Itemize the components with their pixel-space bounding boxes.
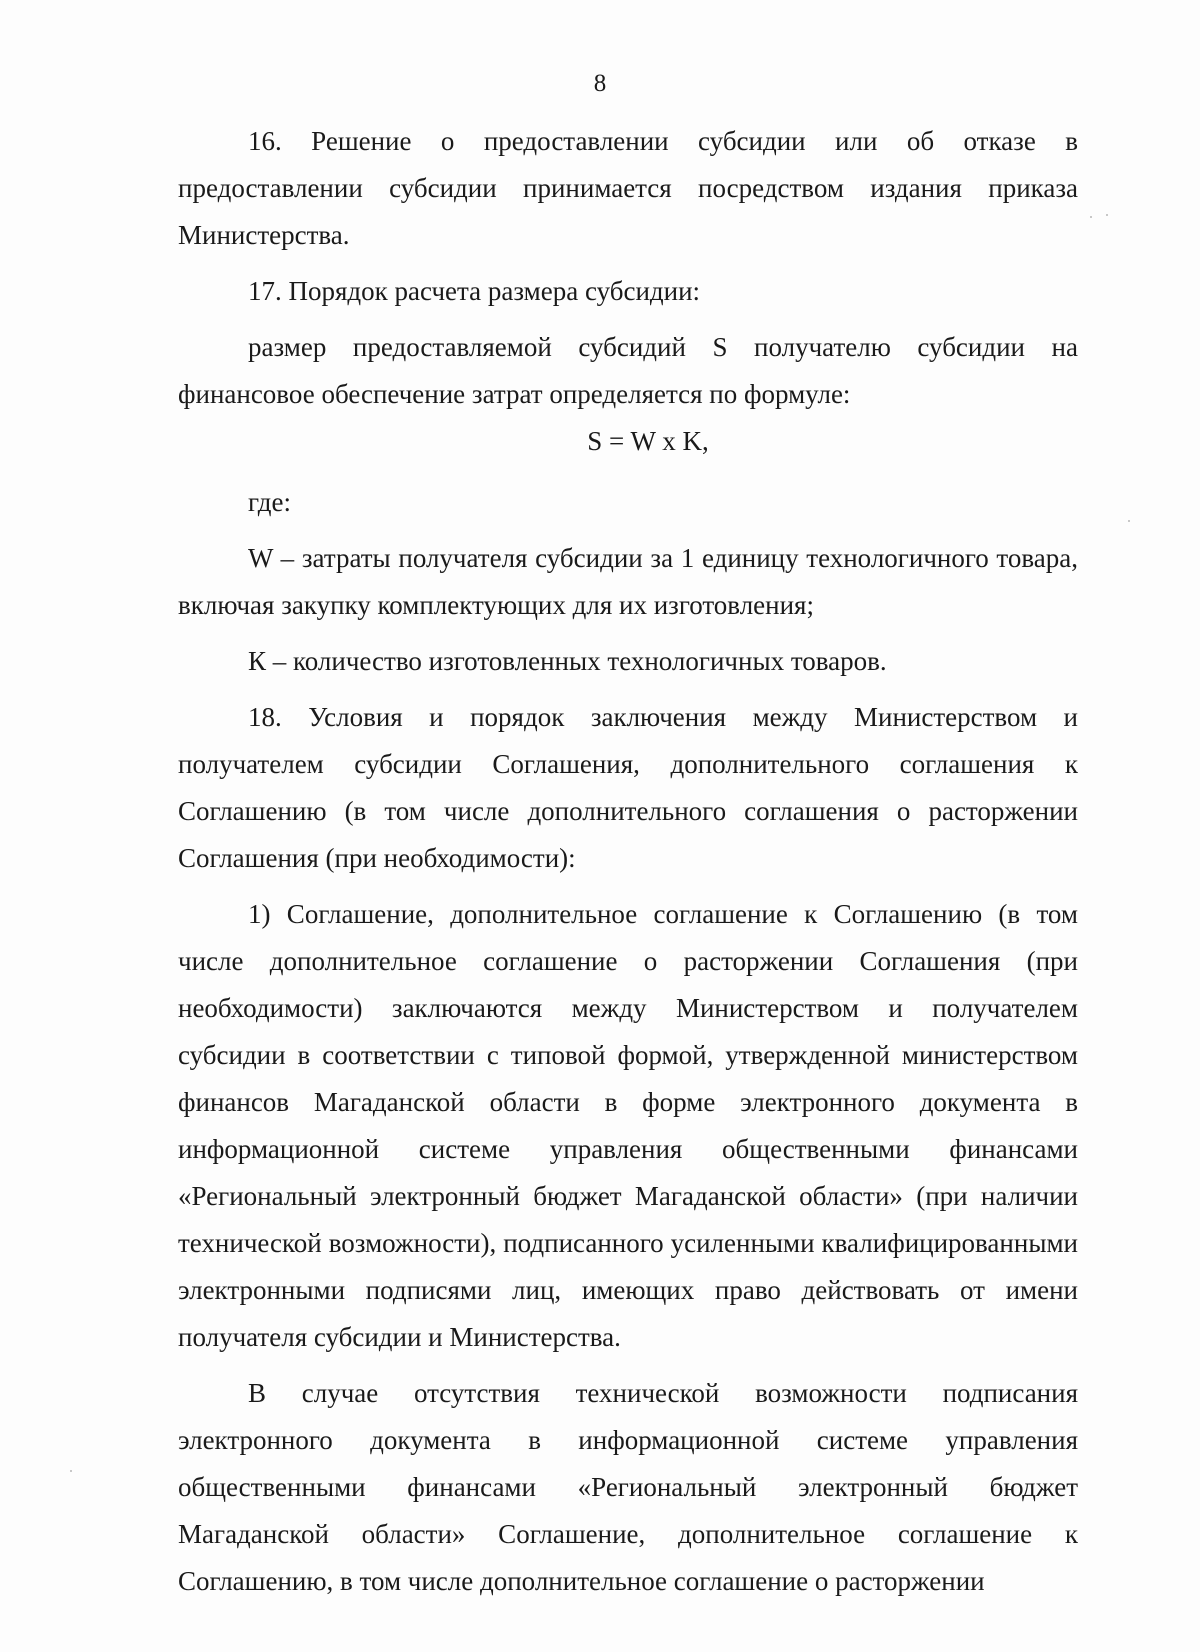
scan-speck — [70, 1470, 72, 1472]
scan-speck — [1106, 214, 1108, 216]
paragraph-16: 16. Решение о предоставлении субсидии или об отказе в предоставлении субсидии принимается посредством издания приказа Министерства. — [178, 126, 1078, 250]
where-label: где: — [248, 487, 291, 517]
paragraph-18-1: 1) Соглашение, дополнительное соглашение к Соглашению (в том числе дополнительное соглашение о расторжении Соглашения (при необходимости) заключаются между Министерством и получателем субсидии в соответствии с типовой формой, утвержденной министерством финансов Магаданской области в форме электронного документа в информационной системе управления общественными финансами «Региональный электронный бюджет Магаданской области» (при наличии технической возможности), подписанного усиленными квалифицированными электронными подписями лиц, имеющих право действовать от имени получателя субсидии и Министерства. — [178, 899, 1078, 1352]
paragraph-17-text: размер предоставляемой субсидий S получателю субсидии на финансовое обеспечение затрат определяется по формуле: — [178, 332, 1078, 409]
scan-speck — [1090, 216, 1092, 218]
w-definition: W – затраты получателя субсидии за 1 единицу технологичного товара, включая закупку комплектующих для их изготовления; — [178, 543, 1078, 620]
paragraph-case: В случае отсутствия технической возможности подписания электронного документа в информационной системе управления общественными финансами «Региональный электронный бюджет Магаданской области» Соглашение, дополнительное соглашение к Соглашению, в том числе дополнительное соглашение о расторжении — [178, 1378, 1078, 1596]
paragraph-17: 17. Порядок расчета размера субсидии: — [248, 276, 701, 306]
scan-speck — [1128, 520, 1130, 522]
formula: S = W x K, — [587, 426, 709, 456]
document-body — [178, 118, 1078, 1605]
paragraph-18: 18. Условия и порядок заключения между Министерством и получателем субсидии Соглашения, дополнительного соглашения к Соглашению (в том числе дополнительного соглашения о расторжении Соглашения (при необходимости): — [178, 702, 1078, 873]
page-number: 8 — [593, 70, 607, 97]
k-definition: К – количество изготовленных технологичных товаров. — [248, 646, 887, 676]
